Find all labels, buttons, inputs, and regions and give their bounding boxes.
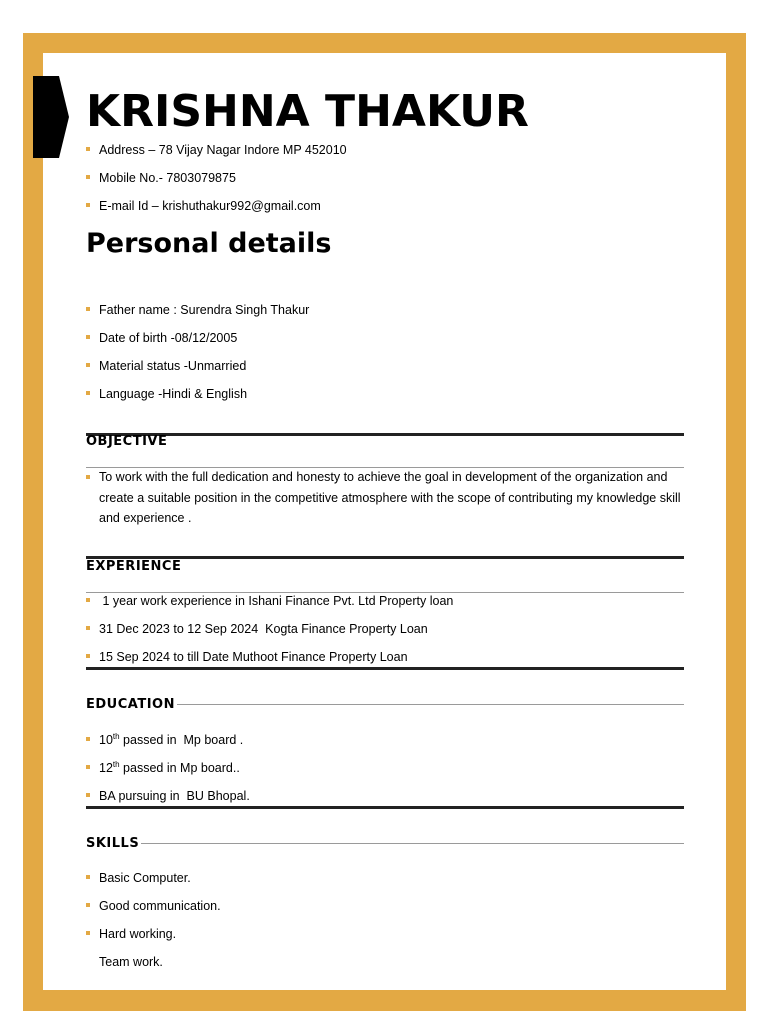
bullet-icon <box>86 203 90 207</box>
bullet-icon <box>86 875 90 879</box>
personal-details-list <box>86 296 309 408</box>
education-heading: EDUCATION <box>86 697 175 712</box>
bullet-icon <box>86 391 90 395</box>
bullet-icon <box>86 793 90 797</box>
experience-item: 1 year work experience in Ishani Finance Pvt. Ltd Property loan <box>86 587 453 615</box>
contact-list <box>86 136 347 220</box>
personal-details-heading: Personal details <box>86 228 332 259</box>
skill-item: Basic Computer. <box>86 864 221 892</box>
experience-item: 15 Sep 2024 to till Date Muthoot Finance Property Loan <box>86 643 453 671</box>
contact-address: Address – 78 Vijay Nagar Indore MP 452010 <box>86 136 347 164</box>
bullet-icon <box>86 475 90 479</box>
bullet-icon <box>86 626 90 630</box>
objective-rule-thick <box>86 433 684 436</box>
bullet-icon <box>86 175 90 179</box>
experience-heading: EXPERIENCE <box>86 559 182 574</box>
skills-rule-thin <box>86 843 684 844</box>
bullet-icon <box>86 335 90 339</box>
education-rule-bottom <box>86 806 684 809</box>
candidate-name: KRISHNA THAKUR <box>86 86 529 137</box>
bullet-icon <box>86 765 90 769</box>
bullet-icon <box>86 903 90 907</box>
personal-language: Language -Hindi & English <box>86 380 309 408</box>
education-item: 10th passed in Mp board . <box>86 726 250 754</box>
bullet-icon <box>86 363 90 367</box>
bullet-icon <box>86 931 90 935</box>
education-list <box>86 726 250 810</box>
personal-father-name: Father name : Surendra Singh Thakur <box>86 296 309 324</box>
header-tab-marker <box>33 76 69 158</box>
skills-list <box>86 864 221 948</box>
education-item: BA pursuing in BU Bhopal. <box>86 782 250 810</box>
skill-item-extra: Team work. <box>99 955 163 969</box>
bullet-icon <box>86 598 90 602</box>
skills-heading: SKILLS <box>86 836 140 851</box>
experience-rule-bottom <box>86 667 684 670</box>
objective-heading: OBJECTIVE <box>86 434 168 449</box>
personal-dob: Date of birth -08/12/2005 <box>86 324 309 352</box>
skill-item: Hard working. <box>86 920 221 948</box>
bullet-icon <box>86 737 90 741</box>
contact-mobile: Mobile No.- 7803079875 <box>86 164 347 192</box>
bullet-icon <box>86 147 90 151</box>
experience-item: 31 Dec 2023 to 12 Sep 2024 Kogta Finance Property Loan <box>86 615 453 643</box>
skill-item: Good communication. <box>86 892 221 920</box>
education-item: 12th passed in Mp board.. <box>86 754 250 782</box>
bullet-icon <box>86 654 90 658</box>
experience-list <box>86 587 453 671</box>
contact-email: E-mail Id – krishuthakur992@gmail.com <box>86 192 347 220</box>
objective-text: To work with the full dedication and honesty to achieve the goal in development of the organization and create a suitable position in the competitive atmosphere with the scope of contributing my knowledge skill and experience . <box>86 467 686 529</box>
bullet-icon <box>86 307 90 311</box>
personal-marital-status: Material status -Unmarried <box>86 352 309 380</box>
